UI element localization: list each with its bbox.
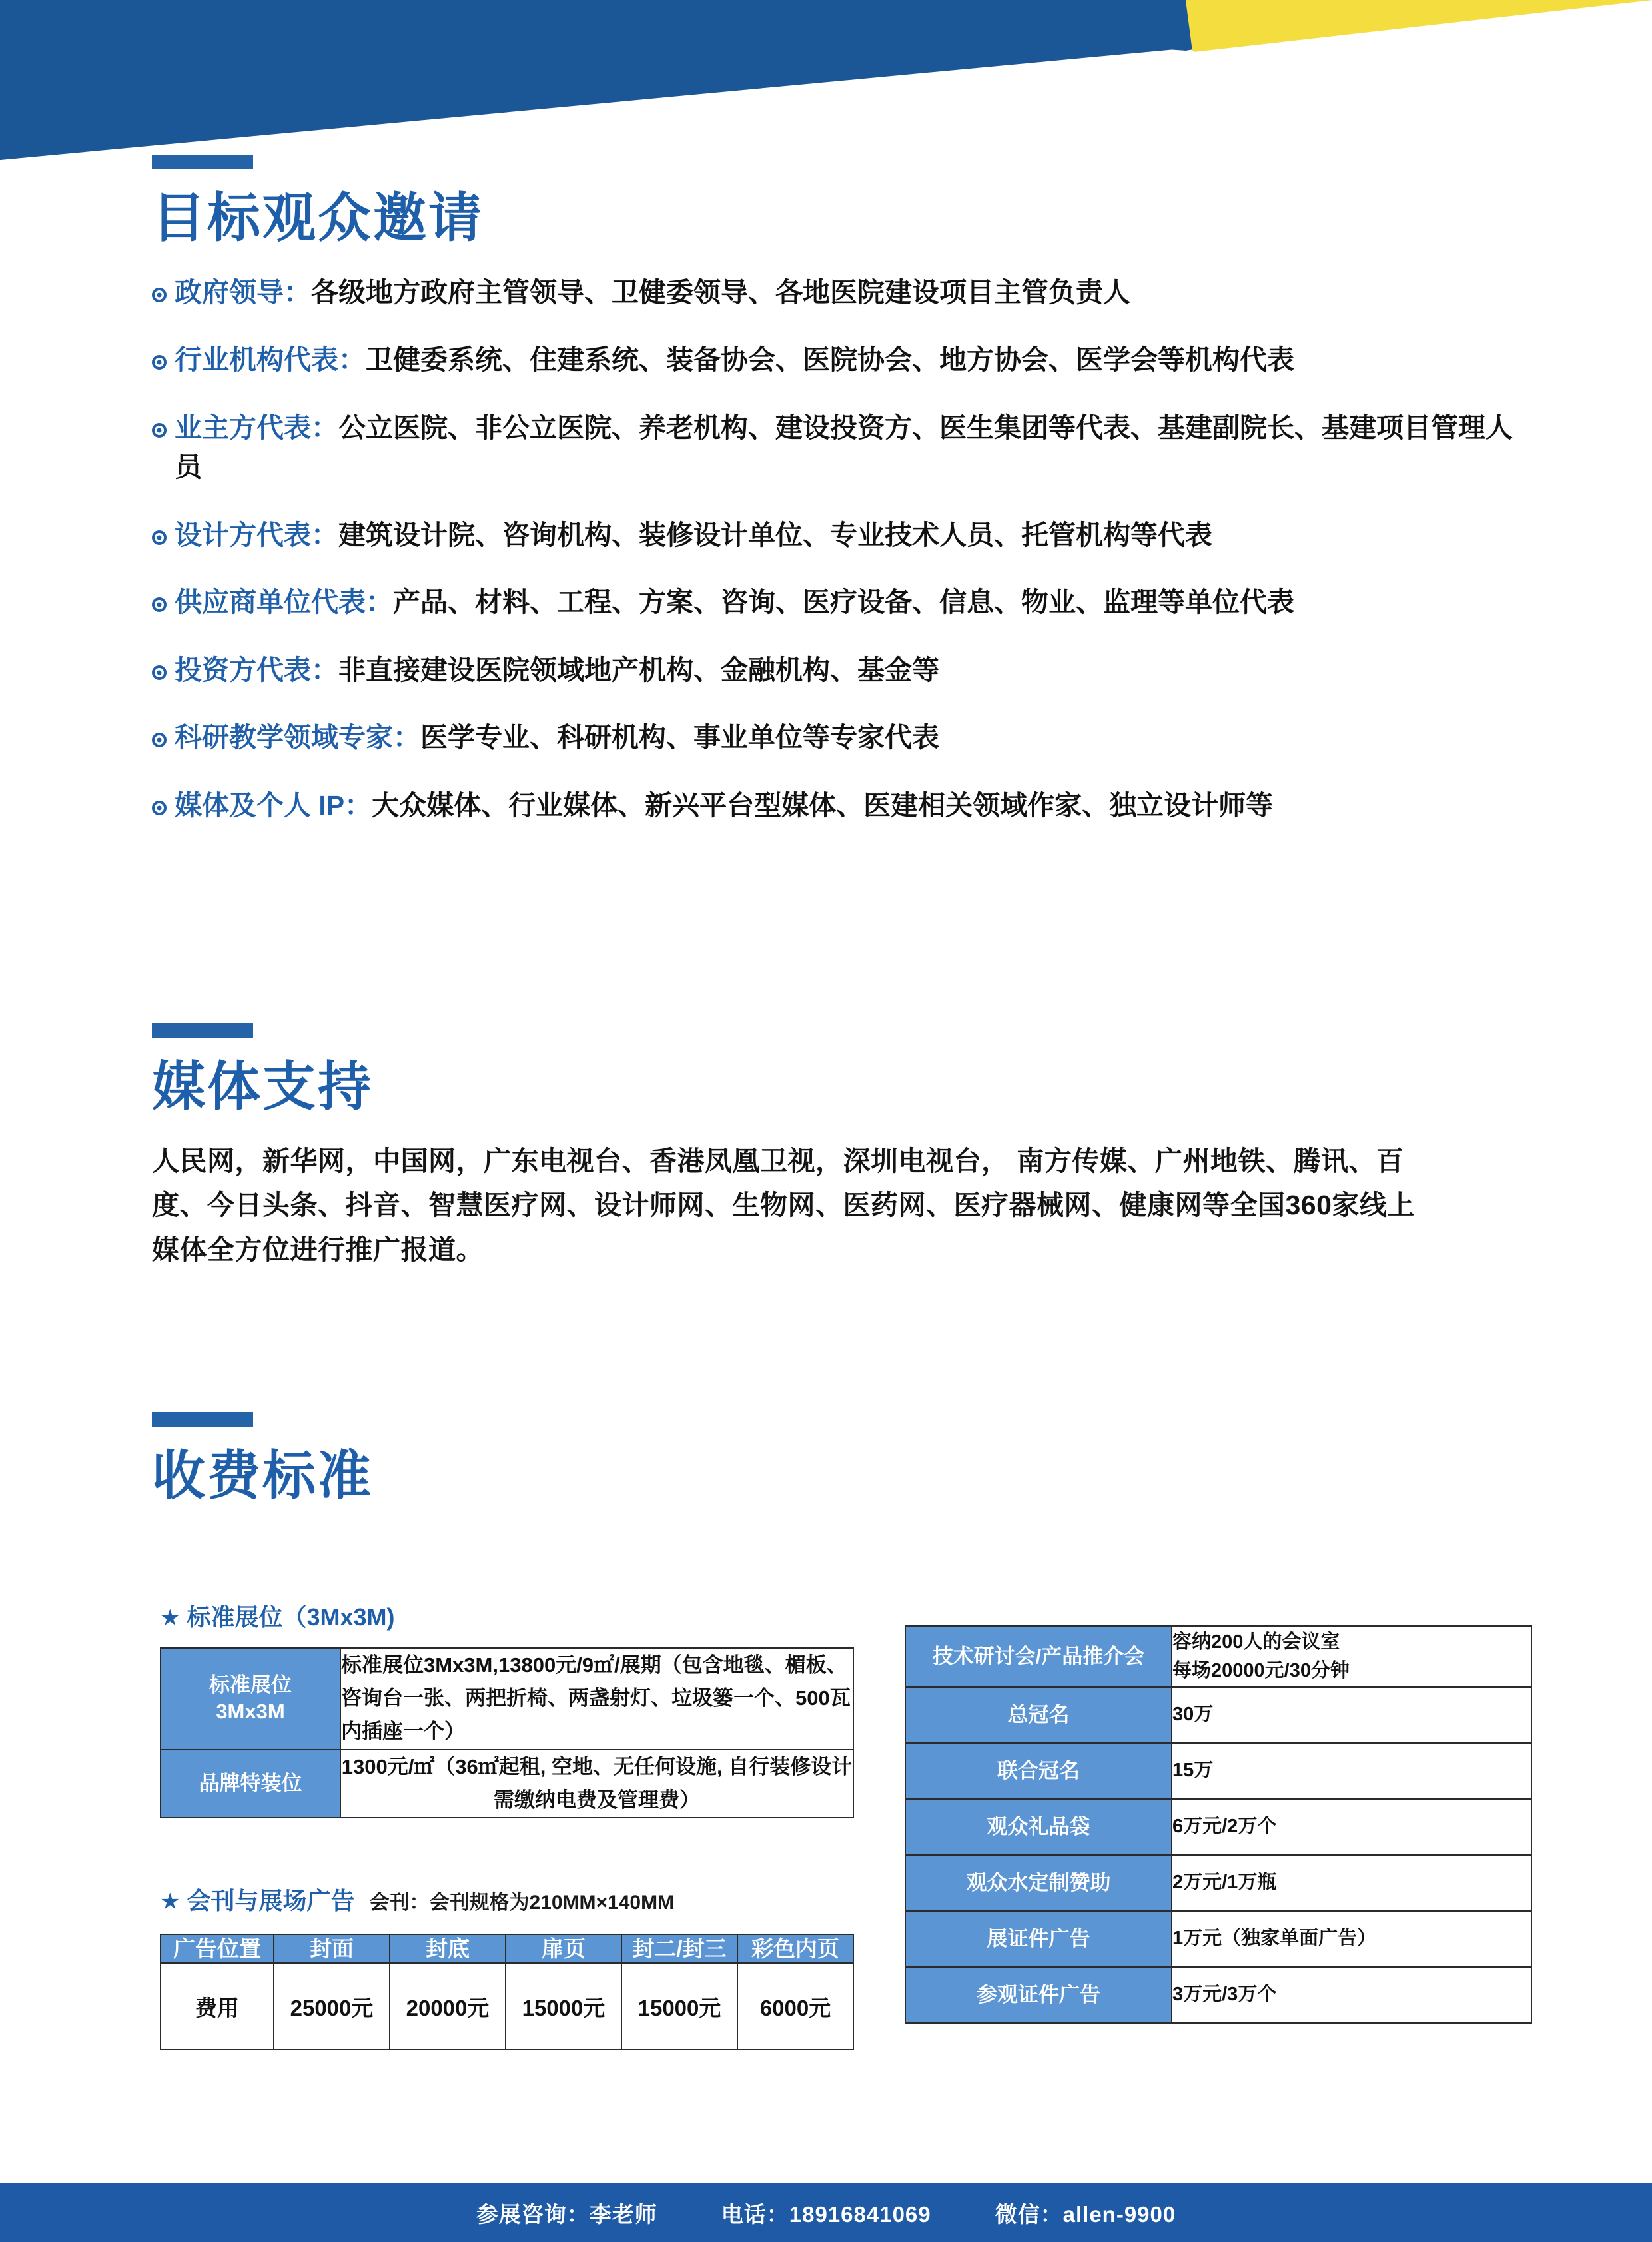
bullet-separator: ：	[393, 722, 420, 753]
bullet-content	[175, 718, 939, 757]
table-row	[161, 1648, 853, 1750]
bullet-label: 供应商单位代表	[175, 587, 366, 618]
bullet-separator: ：	[311, 519, 338, 550]
table-row	[905, 1967, 1531, 2023]
table-row	[161, 1963, 853, 2050]
bullet-dot-icon	[152, 355, 167, 370]
sponsorship-label: 观众礼品袋	[905, 1799, 1172, 1855]
price-cell: 25000元	[274, 1963, 390, 2050]
section-audience	[152, 155, 1537, 825]
table-row	[905, 1626, 1531, 1687]
sponsorship-label: 联合冠名	[905, 1743, 1172, 1799]
bullet-body: 公立医院、非公立医院、养老机构、建设投资方、医生集团等代表、基建副院长、基建项目管理人员	[175, 412, 1513, 483]
price-cell: 15000元	[621, 1963, 737, 2050]
booth-row-value: 1300元/㎡（36㎡起租, 空地、无任何设施, 自行装修设计需缴纳电费及管理费）	[340, 1750, 853, 1818]
sponsorship-label: 技术研讨会/产品推介会	[905, 1626, 1172, 1687]
star-icon: ★	[160, 1605, 181, 1631]
list-item	[152, 651, 1537, 690]
list-item	[152, 786, 1537, 825]
list-item	[152, 516, 1537, 555]
bullet-label: 政府领导	[175, 277, 284, 308]
bullet-separator: ：	[284, 277, 311, 308]
journal-ad-table	[160, 1934, 854, 2050]
section-title-audience: 目标观众邀请	[152, 188, 484, 248]
table-row	[905, 1799, 1531, 1855]
sponsorship-label: 展证件广告	[905, 1911, 1172, 1967]
booth-row-value: 标准展位3Mx3M,13800元/9㎡/展期（包含地毯、楣板、咨询台一张、两把折椅、两盏射灯、垃圾篓一个、500瓦内插座一个）	[340, 1648, 853, 1750]
bullet-separator: ：	[344, 789, 372, 821]
table-header-row	[161, 1934, 853, 1963]
bullet-label: 媒体及个人 IP	[175, 789, 345, 821]
section-title-media: 媒体支持	[152, 1057, 373, 1116]
bullet-dot-icon	[152, 733, 167, 747]
bullet-content	[175, 273, 1130, 312]
list-item	[152, 408, 1537, 488]
bullet-body: 各级地方政府主管领导、卫健委领导、各地医院建设项目主管负责人	[311, 277, 1130, 308]
footer-wechat: 微信：allen-9900	[995, 2201, 1176, 2227]
sponsorship-label: 参观证件广告	[905, 1967, 1172, 2023]
bullet-label: 科研教学领域专家	[175, 722, 393, 753]
section-rule-audience	[152, 155, 253, 169]
bullet-body: 产品、材料、工程、方案、咨询、医疗设备、信息、物业、监理等单位代表	[393, 587, 1294, 618]
table-row	[161, 1750, 853, 1818]
bullet-dot-icon	[152, 423, 167, 438]
column-header: 广告位置	[161, 1934, 274, 1963]
price-cell: 15000元	[506, 1963, 621, 2050]
booth-row-label	[161, 1648, 340, 1750]
booth-pricing-block	[160, 1599, 866, 1818]
booth-heading	[160, 1599, 866, 1633]
bullet-body: 大众媒体、行业媒体、新兴平台型媒体、医建相关领域作家、独立设计师等	[372, 789, 1274, 821]
bullet-content	[175, 408, 1537, 488]
booth-heading-label: 标准展位（3Mx3M)	[187, 1603, 395, 1631]
sponsorship-value-line2: 每场20000元/30分钟	[1172, 1660, 1350, 1681]
list-item	[152, 273, 1537, 312]
sponsorship-value	[1172, 1626, 1531, 1687]
column-header: 封底	[390, 1934, 506, 1963]
bullet-content	[175, 340, 1294, 380]
booth-price-table	[160, 1647, 854, 1818]
booth-label-line1: 标准展位	[209, 1673, 292, 1697]
section-rule-pricing	[152, 1412, 253, 1427]
bullet-separator: ：	[366, 587, 393, 618]
column-header: 彩色内页	[737, 1934, 853, 1963]
bullet-body: 建筑设计院、咨询机构、装修设计单位、专业技术人员、托管机构等代表	[338, 519, 1212, 550]
bullet-content	[175, 516, 1212, 555]
bullet-content	[175, 786, 1273, 825]
footer-contact-bar	[0, 2183, 1652, 2242]
journal-heading-label: 会刊与展场广告	[187, 1887, 355, 1914]
audience-bullet-list	[152, 273, 1537, 825]
bullet-label: 行业机构代表	[175, 344, 338, 376]
sponsorship-value: 2万元/1万瓶	[1172, 1855, 1531, 1911]
booth-row-label: 品牌特装位	[161, 1750, 340, 1818]
column-header: 扉页	[506, 1934, 621, 1963]
section-title-pricing: 收费标准	[152, 1446, 373, 1505]
sponsorship-value: 30万	[1172, 1687, 1531, 1743]
journal-ad-block	[160, 1882, 866, 2050]
bullet-content	[175, 651, 939, 690]
booth-label-line2: 3Mx3M	[216, 1700, 285, 1724]
bullet-body: 医学专业、科研机构、事业单位等专家代表	[420, 722, 939, 753]
footer-phone: 电话：18916841069	[721, 2201, 931, 2227]
sponsorship-label: 总冠名	[905, 1687, 1172, 1743]
bullet-label: 业主方代表	[175, 412, 311, 443]
price-cell: 6000元	[737, 1963, 853, 2050]
bullet-separator: ：	[338, 344, 366, 376]
bullet-label: 设计方代表	[175, 519, 311, 550]
bullet-separator: ：	[311, 412, 338, 443]
sponsorship-value: 15万	[1172, 1743, 1531, 1799]
sponsorship-table	[905, 1625, 1532, 2024]
table-row	[905, 1855, 1531, 1911]
section-rule-media	[152, 1023, 253, 1038]
bullet-content	[175, 583, 1294, 622]
column-header: 封面	[274, 1934, 390, 1963]
bullet-dot-icon	[152, 665, 167, 680]
bullet-dot-icon	[152, 597, 167, 612]
row-label: 费用	[161, 1963, 274, 2050]
price-cell: 20000元	[390, 1963, 506, 2050]
sponsorship-value: 6万元/2万个	[1172, 1799, 1531, 1855]
section-pricing	[152, 1412, 1537, 1525]
bullet-body: 非直接建设医院领域地产机构、金融机构、基金等	[338, 654, 939, 685]
bullet-dot-icon	[152, 530, 167, 545]
section-media-support	[152, 1023, 1457, 1272]
bullet-body: 卫健委系统、住建系统、装备协会、医院协会、地方协会、医学会等机构代表	[366, 344, 1294, 376]
bullet-dot-icon	[152, 288, 167, 302]
table-row	[905, 1687, 1531, 1743]
sponsorship-value-line1: 容纳200人的会议室	[1172, 1631, 1340, 1653]
journal-spec-note: 会刊：会刊规格为210MM×140MM	[369, 1892, 675, 1914]
bullet-label: 投资方代表	[175, 654, 311, 685]
footer-contact-person: 参展咨询：李老师	[476, 2201, 657, 2227]
list-item	[152, 340, 1537, 380]
list-item	[152, 718, 1537, 757]
list-item	[152, 583, 1537, 622]
bullet-separator: ：	[311, 654, 338, 685]
bullet-dot-icon	[152, 801, 167, 815]
table-row	[905, 1911, 1531, 1967]
sponsorship-value: 3万元/3万个	[1172, 1967, 1531, 2023]
journal-heading	[160, 1882, 866, 1916]
column-header: 封二/封三	[621, 1934, 737, 1963]
media-support-paragraph: 人民网，新华网，中国网，广东电视台、香港凤凰卫视，深圳电视台， 南方传媒、广州地铁、腾讯、百度、今日头条、抖音、智慧医疗网、设计师网、生物网、医药网、医疗器械网、健康网等全国360家线上媒体全方位进行推广报道。	[152, 1146, 1415, 1265]
sponsorship-label: 观众水定制赞助	[905, 1855, 1172, 1911]
sponsorship-block	[905, 1625, 1536, 2024]
sponsorship-value: 1万元（独家单面广告）	[1172, 1911, 1531, 1967]
table-row	[905, 1743, 1531, 1799]
star-icon: ★	[160, 1889, 181, 1914]
decorative-header-shapes	[0, 0, 1652, 160]
